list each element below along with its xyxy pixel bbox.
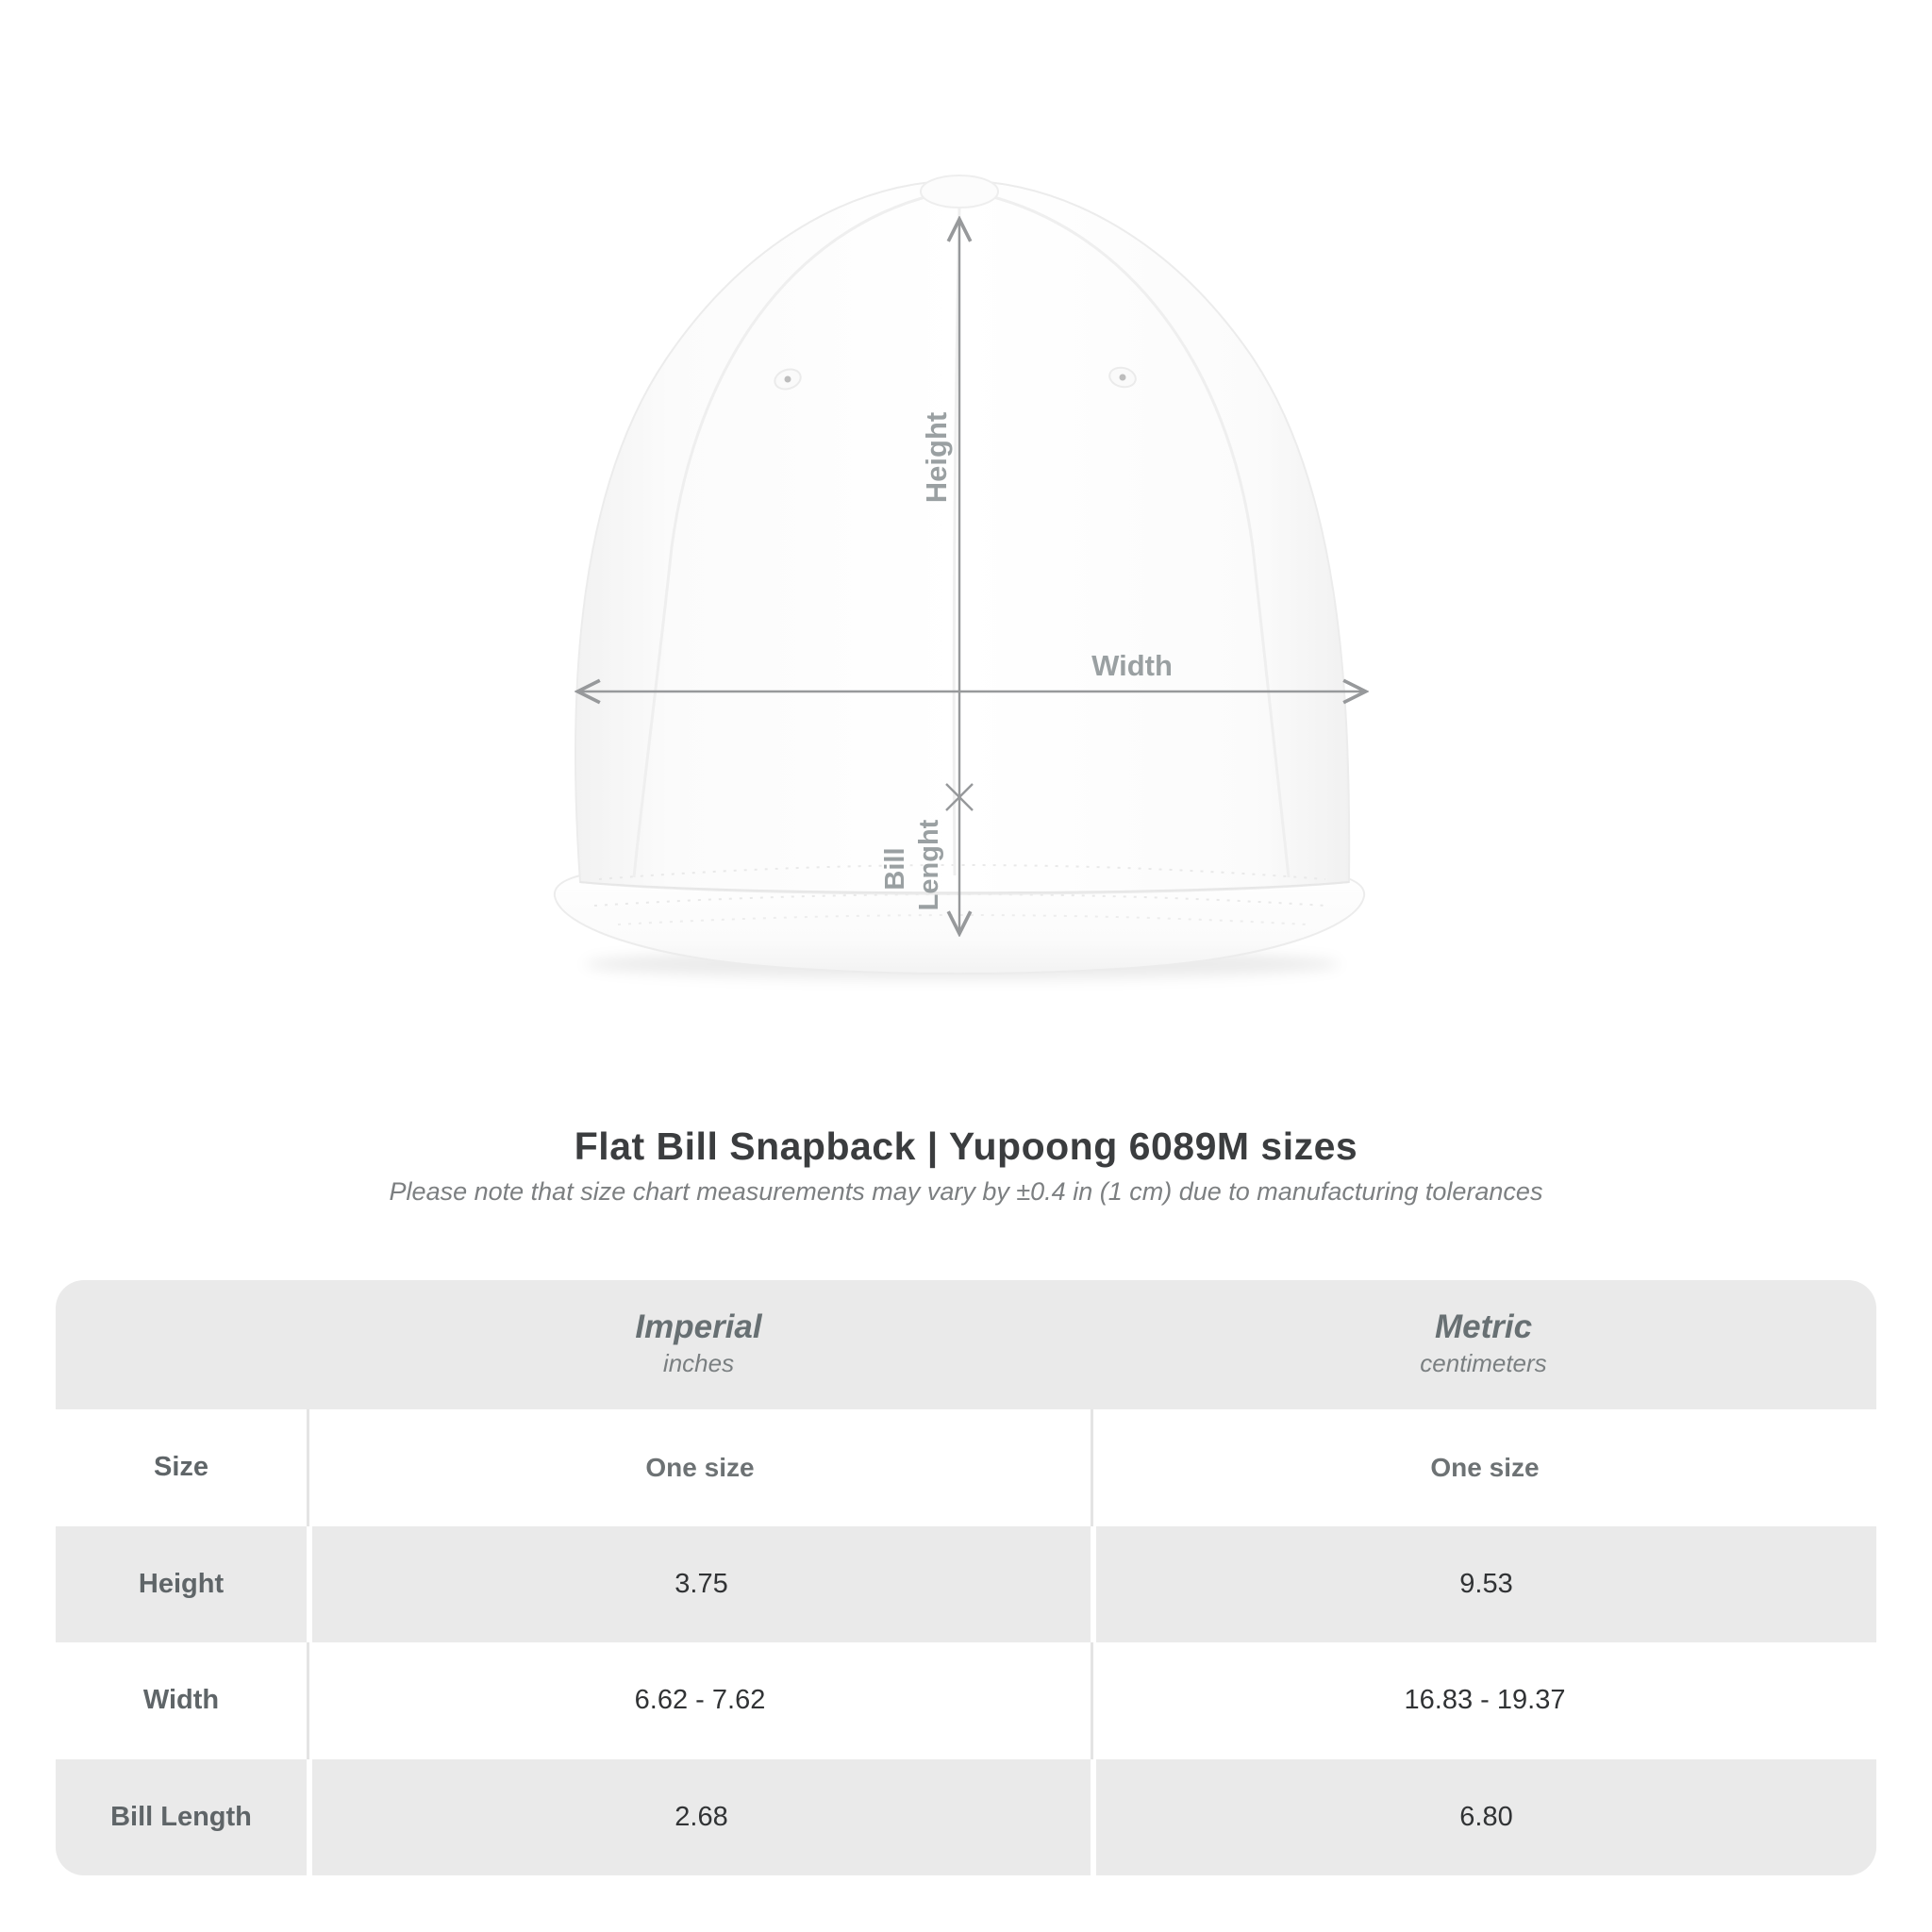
- size-table: [56, 1280, 1876, 1875]
- imperial-unit: inches: [662, 1348, 735, 1377]
- imperial-value: 6.62 - 7.62: [307, 1642, 1091, 1759]
- metric-value: 9.53: [1091, 1526, 1876, 1643]
- header-metric: [1091, 1280, 1876, 1409]
- table-row-bill-length: [56, 1759, 1876, 1876]
- imperial-value: 2.68: [307, 1759, 1091, 1876]
- hat-illustration: [528, 151, 1406, 991]
- table-row-size: [56, 1409, 1876, 1526]
- table-row-height: [56, 1526, 1876, 1643]
- row-label: Width: [142, 1685, 220, 1716]
- metric-value: One size: [1091, 1409, 1876, 1526]
- metric-value: 6.80: [1091, 1759, 1876, 1876]
- row-label: Size: [153, 1452, 209, 1483]
- table-header: [56, 1280, 1876, 1409]
- width-label: Width: [1091, 649, 1173, 682]
- bill-label-line1: Bill: [880, 847, 910, 891]
- imperial-value: One size: [307, 1409, 1091, 1526]
- metric-label: Metric: [1434, 1308, 1533, 1345]
- header-imperial: [307, 1280, 1091, 1409]
- row-label: Height: [138, 1568, 225, 1599]
- top-button: [921, 175, 998, 208]
- height-label: Height: [920, 411, 953, 504]
- hat-crown: [575, 180, 1349, 894]
- page-title: Flat Bill Snapback | Yupoong 6089M sizes: [574, 1124, 1358, 1168]
- imperial-value: 3.75: [307, 1526, 1091, 1643]
- imperial-label: Imperial: [635, 1308, 762, 1345]
- tolerance-note: Please note that size chart measurements may vary by ±0.4 in (1 cm) due to manufacturing tolerances: [389, 1177, 1543, 1206]
- metric-unit: centimeters: [1420, 1348, 1547, 1377]
- table-row-width: [56, 1642, 1876, 1759]
- metric-value: 16.83 - 19.37: [1091, 1642, 1876, 1759]
- header-spacer: [56, 1280, 307, 1409]
- row-label: Bill Length: [110, 1801, 252, 1832]
- hat-diagram: [528, 151, 1406, 991]
- bill-label-line2: Lenght: [914, 819, 944, 911]
